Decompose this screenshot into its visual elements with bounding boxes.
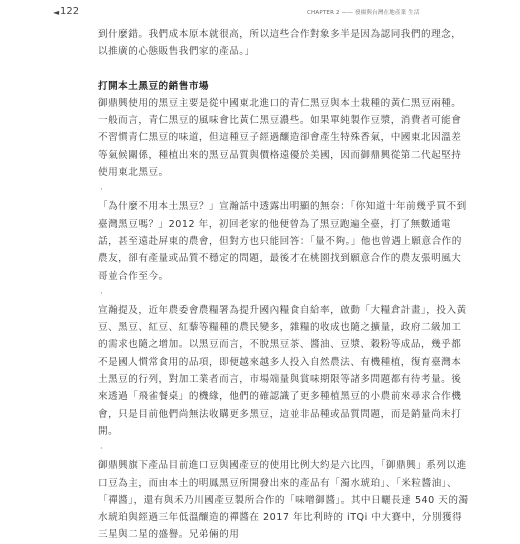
page-number: 122 [60,6,80,17]
separator-dot: · [100,288,104,298]
separator-dot: · [100,444,104,454]
paragraph-5: 御鼎興旗下產品目前進口豆與國產豆的使用比例大約是六比四，「御鼎興」系列以進口豆為主，而由本土的明鳳黑豆所開發出來的產品有「濁水琥珀」、「米粒醬油」、「禪醬」，還有與禾乃川國產豆製所合作的「味噌御醬」。其中日曬長達 540 天的濁水琥珀與經過三年低溫釀造的禪醬在 2017 年比利時的 iTQi 中大賽中，分別獲得三星與二星的盛譽。兄弟倆的用 [98,460,469,541]
page-header [0,0,520,20]
chapter-title: CHAPTER 2 —— 發揚與台灣在地產業 生活 [307,10,420,16]
paragraph-1: 到什麼錯。我們成本原本就很高，所以這些合作對象多半是因為認同我們的理念，以推廣的心態販售我們家的產品。」 [98,29,462,58]
separator-dot: · [100,185,104,195]
paragraph-4: 宣瀚提及，近年農委會農糧署為提升國內糧食自給率，啟動「大糧倉計畫」，投入黃豆、黑豆、紅豆、紅藜等糧種的農民變多，雜糧的收成也隨之擴量，政府二級加工的需求也隨之增加。以黑豆而言，不脫黑豆茶、醬油、豆漿、穀粉等成品，幾乎都不是國人慣常食用的品項，即便越來越多人投入自然農法、有機種植，復育臺灣本土黑豆的行列，對加工業者而言，市場端量與賞味期限等諸多問題都有待考量。後來透過「飛雀餐桌」的機緣，他們的確認識了更多種植黑豆的小農前來尋求合作機會，只是目前他們尚無法收購更多黑豆，這並非品種或品質問題，而是銷量尚未打開。 [98,304,467,437]
spacer [98,61,470,78]
paragraph-3: 「為什麼不用本土黑豆？」宣瀚話中透露出明顯的無奈：「你知道十年前幾乎買不到臺灣黑豆嗎？」2012 年，初回老家的他便曾為了黑豆跑遍全臺，打了無數通電話，甚至遠赴屏東的農會，但對方也只能回答：「量不夠。」他也曾遇上願意合作的農友，卻有產量或品質不穩定的問題，最後才在桃園找到願意合作的農友張明風大哥並合作至今。 [98,201,467,282]
page-arrow-icon: ◄ [53,8,60,17]
section-heading: 打開本土黑豆的銷售市場 [98,80,210,92]
paragraph-2: 御鼎興使用的黑豆主要是從中國東北進口的青仁黑豆與本土栽種的黃仁黑豆兩種。一般而言，青仁黑豆的風味會比黃仁黑豆濃些。如果單純製作豆漿，消費者可能會不習慣青仁黑豆的味道，但這種豆子經過釀造卻會產生特殊香氣，中國東北因溫差等氣候關係，種植出來的黑豆品質與價格遠優於美國，因而御鼎興從第二代起堅持使用東北黑豆。 [98,97,462,179]
page-body [98,26,470,544]
